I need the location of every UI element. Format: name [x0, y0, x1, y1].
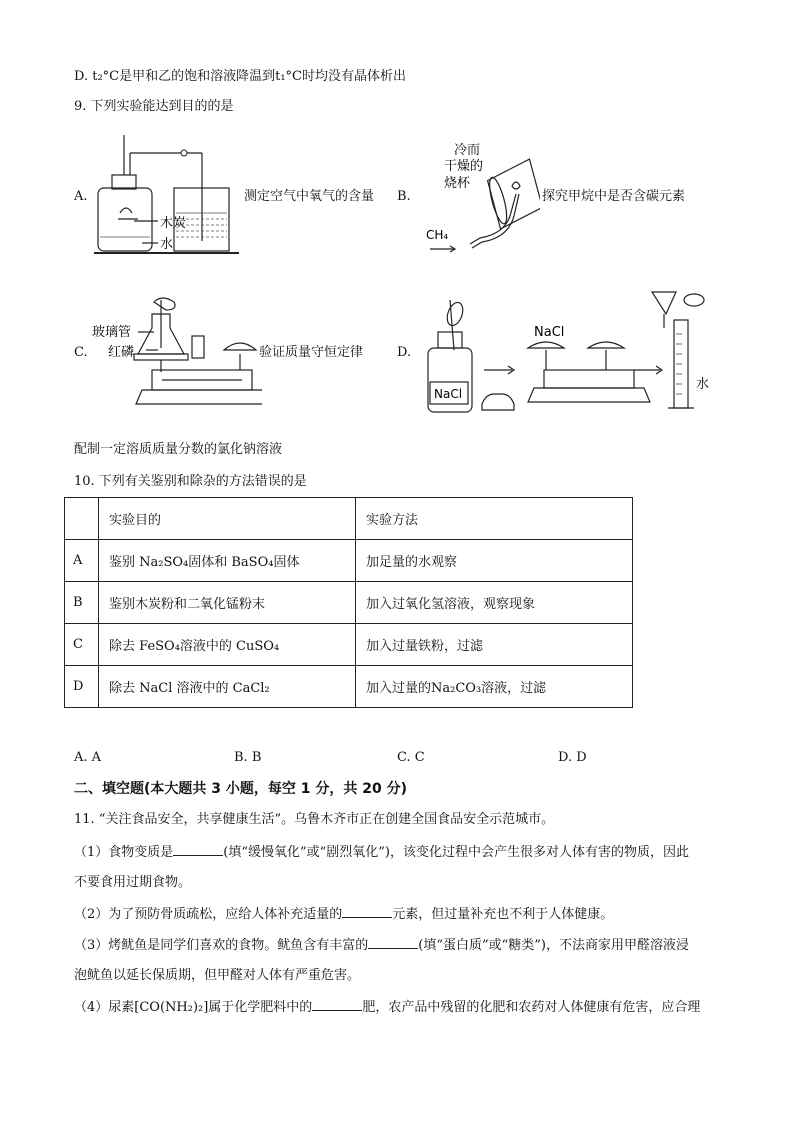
q10-table: [64, 497, 633, 708]
q11-p3-line2: 泡鱿鱼以延长保质期，但甲醛对人体有严重危害。: [74, 968, 361, 983]
q11-stem: 11. “关注食品安全，共享健康生活”。乌鲁木齐市正在创建全国食品安全示范城市。: [74, 812, 555, 827]
q9-a-letter: A.: [74, 189, 88, 204]
answer-blank-4[interactable]: [312, 998, 362, 1011]
q10-option-a: A. A: [74, 750, 102, 765]
q9-stem: 9. 下列实验能达到目的的是: [74, 99, 234, 114]
table-row: 实验目的 实验方法: [65, 498, 633, 540]
q9-d-letter: D.: [397, 345, 412, 360]
q10-option-c: C. C: [397, 750, 425, 765]
table-row: D 除去 NaCl 溶液中的 CaCl₂ 加入过量的Na₂CO₃溶液，过滤: [65, 666, 633, 708]
section-title: 二、填空题(本大题共 3 小题，每空 1 分，共 20 分): [74, 781, 408, 797]
q9-d-apparatus: [424, 284, 724, 416]
answer-blank-3[interactable]: [368, 936, 418, 949]
q11-p3-line1: （3）烤鱿鱼是同学们喜欢的食物。鱿鱼含有丰富的 (填“蛋白质”或“糖类”)，不法商家用甲醛溶液浸: [74, 938, 690, 953]
svg-text:烧杯: 烧杯: [444, 176, 471, 191]
q9-c-apparatus: [92, 294, 262, 414]
q10-option-d: D. D: [558, 750, 587, 765]
q9-c-letter: C.: [74, 345, 88, 360]
q8-option-d: D. t₂°C是甲和乙的饱和溶液降温到t₁°C时均没有晶体析出: [74, 69, 406, 84]
q9-b-apparatus: [420, 136, 540, 261]
answer-blank-1[interactable]: [173, 843, 223, 856]
label-ch4: CH₄: [426, 228, 449, 242]
svg-text:红磷: 红磷: [108, 345, 135, 360]
q9-d-caption: 配制一定溶质质量分数的氯化钠溶液: [74, 442, 283, 457]
svg-text:NaCl: NaCl: [434, 387, 463, 401]
label-water-a: 水: [160, 237, 174, 252]
table-row: A 鉴别 Na₂SO₄固体和 BaSO₄固体 加足量的水观察: [65, 540, 633, 582]
q11-p2: （2）为了预防骨质疏松，应给人体补充适量的 元素，但过量补充也不利于人体健康。: [74, 907, 614, 922]
q11-p1-line2: 不要食用过期食物。: [74, 875, 192, 890]
table-row: C 除去 FeSO₄溶液中的 CuSO₄ 加入过量铁粉，过滤: [65, 624, 633, 666]
q9-b-letter: B.: [397, 189, 411, 204]
q9-b-text: 探究甲烷中是否含碳元素: [542, 189, 686, 204]
q9-a-apparatus: [94, 133, 244, 258]
table-row: B 鉴别木炭粉和二氧化锰粉末 加入过氧化氢溶液，观察现象: [65, 582, 633, 624]
q9-c-text: 验证质量守恒定律: [259, 345, 364, 360]
q11-p1-line1: （1）食物变质是 (填“缓慢氧化”或“剧烈氧化”)，该变化过程中会产生很多对人体有害的物质，因此: [74, 845, 690, 860]
svg-text:水: 水: [696, 377, 710, 392]
q10-stem: 10. 下列有关鉴别和除杂的方法错误的是: [74, 474, 307, 489]
svg-text:冷而: 冷而: [454, 143, 481, 158]
q11-p4: （4）尿素[CO(NH₂)₂]属于化学肥料中的 肥，农产品中残留的化肥和农药对人体健康有危害，应合理: [74, 1000, 701, 1015]
svg-text:玻璃管: 玻璃管: [92, 325, 132, 340]
q10-option-b: B. B: [234, 750, 262, 765]
svg-text:干燥的: 干燥的: [444, 159, 484, 174]
answer-blank-2[interactable]: [342, 905, 392, 918]
svg-text:NaCl: NaCl: [534, 325, 565, 340]
q9-a-text: 测定空气中氧气的含量: [244, 189, 375, 204]
label-charcoal: 木炭: [160, 216, 187, 231]
